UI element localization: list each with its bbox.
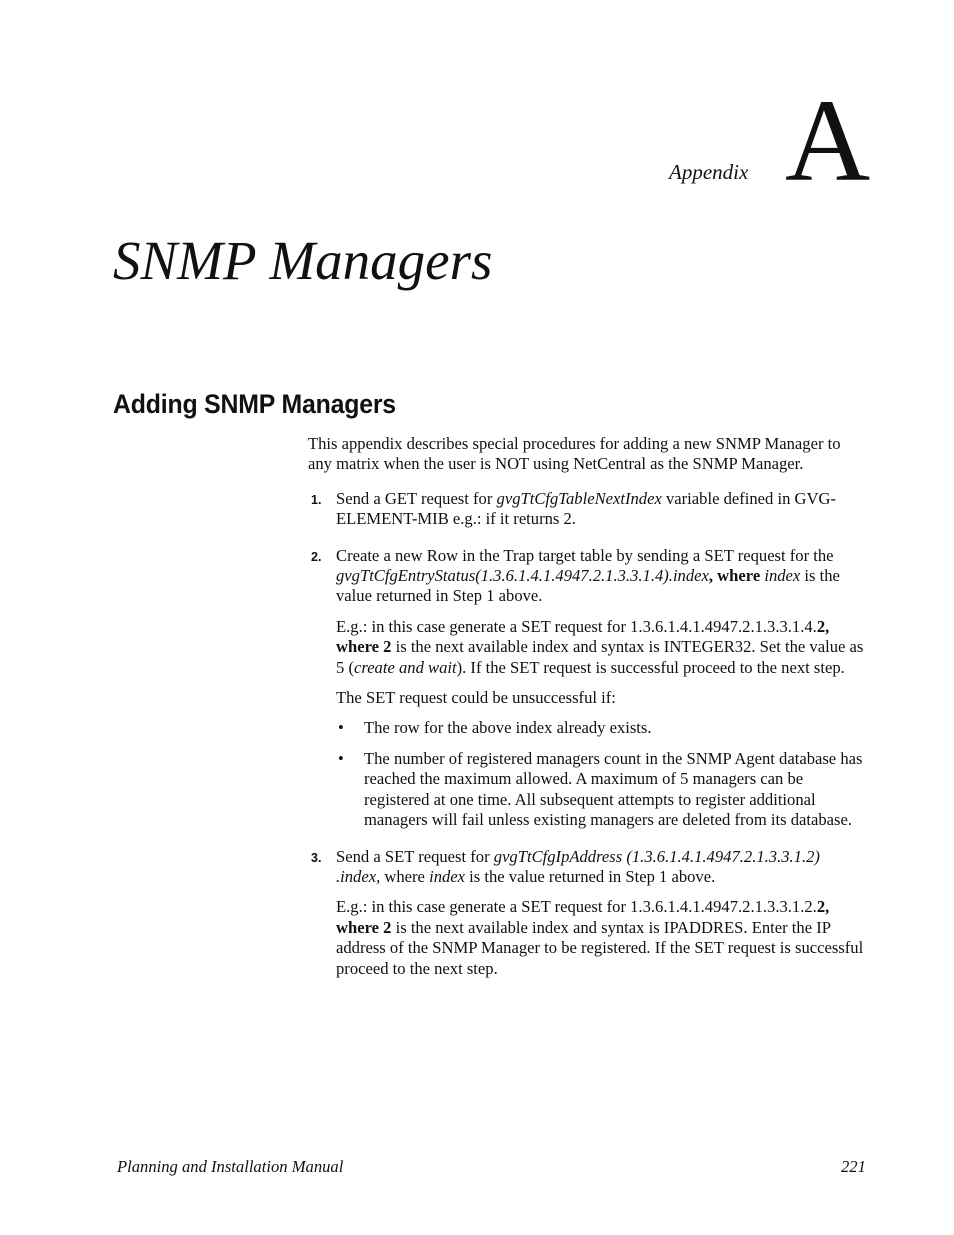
footer-manual-title: Planning and Installation Manual — [117, 1157, 344, 1176]
step-example: E.g.: in this case generate a SET request for 1.3.6.1.4.1.4947.2.1.3.3.1.4.2, where 2 is the next available index and syntax is INTEGER32. Set the value as 5 (create and wait). If the SET request is successful proceed to the next step. — [336, 616, 864, 677]
step-1 — [308, 489, 868, 530]
page-number: 221 — [841, 1157, 866, 1176]
list-item: • The number of registered managers count in the SNMP Agent database has reached the maximum allowed. A maximum of 5 managers can be registered at one time. All subsequent attempts to register additional managers will fail unless existing managers are deleted from its database. — [338, 748, 863, 830]
step-number: 1. — [311, 492, 322, 507]
step-number: 2. — [311, 549, 322, 564]
bullet-list — [336, 718, 868, 830]
bullet-icon: • — [338, 748, 344, 768]
section-heading: Adding SNMP Managers — [113, 389, 396, 419]
step-2 — [308, 546, 868, 831]
bullet-icon: • — [338, 718, 344, 738]
appendix-label: Appendix — [669, 160, 749, 184]
step-paragraph: Send a GET request for gvgTtCfgTableNextIndex variable defined in GVG-ELEMENT-MIB e.g.: if it returns 2. — [336, 488, 837, 529]
intro-paragraph: This appendix describes special procedures for adding a new SNMP Manager to any matrix when the user is NOT using NetCentral as the SNMP Manager. — [308, 434, 841, 474]
step-paragraph: Create a new Row in the Trap target table by sending a SET request for the gvgTtCfgEntryStatus(1.3.6.1.4.1.4947.2.1.3.3.1.4).index, where index is the value returned in Step 1 above. — [336, 545, 840, 606]
appendix-letter: A — [785, 75, 871, 206]
step-note: The SET request could be unsuccessful if: — [336, 688, 616, 708]
step-example: E.g.: in this case generate a SET request for 1.3.6.1.4.1.4947.2.1.3.3.1.2.2, where 2 is the next available index and syntax is IPADDRES. Enter the IP address of the SNMP Manager to be registered. If the SET request is successful proceed to the next step. — [336, 897, 864, 978]
body-text — [308, 434, 868, 995]
chapter-title: SNMP Managers — [113, 230, 493, 291]
step-number: 3. — [311, 850, 322, 865]
list-item: • The row for the above index already exists. — [338, 718, 652, 738]
step-paragraph: Send a SET request for gvgTtCfgIpAddress (1.3.6.1.4.1.4947.2.1.3.3.1.2) .index, where index is the value returned in Step 1 above. — [336, 846, 820, 886]
step-3 — [308, 847, 868, 979]
